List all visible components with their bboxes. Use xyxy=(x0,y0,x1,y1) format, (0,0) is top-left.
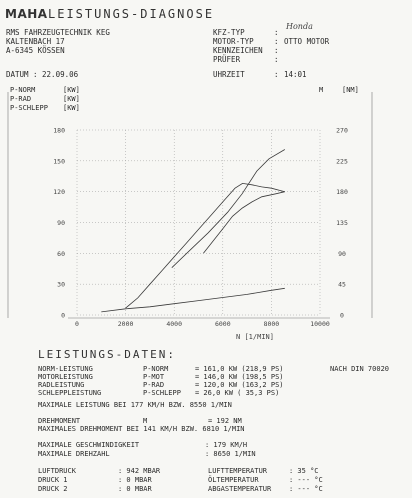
y-tick-left: 0 xyxy=(61,311,65,320)
y-tick-left: 120 xyxy=(53,188,65,197)
x-tick: 0 xyxy=(75,320,79,328)
x-tick: 10000 xyxy=(310,320,330,328)
max-drehzahl-label: MAXIMALE DREHZAHL xyxy=(38,450,110,458)
company-street: KALTENBACH 17 xyxy=(6,37,65,46)
luftdruck-label: LUFTDRUCK xyxy=(38,467,76,475)
luftdruck-value: : 942 MBAR xyxy=(118,467,161,475)
daten-row-value: = 26,0 KW ( 35,3 PS) xyxy=(195,389,280,397)
uhrzeit-label: UHRZEIT xyxy=(213,70,245,79)
y-tick-left: 30 xyxy=(57,280,65,289)
max-drehzahl-value: : 8650 1/MIN xyxy=(205,450,256,458)
daten-row-label: MOTORLEISTUNG xyxy=(38,373,93,381)
uhrzeit-value: 14:01 xyxy=(284,70,307,79)
series-line-m xyxy=(126,183,285,308)
daten-row-label: SCHLEPPLEISTUNG xyxy=(38,389,102,397)
daten-row-key: P-SCHLEPP xyxy=(143,389,181,397)
legend-m: M xyxy=(319,86,324,94)
daten-row-value: = 120,0 KW (163,2 PS) xyxy=(195,381,284,389)
legend-p-rad: P-RAD xyxy=(10,95,32,103)
x-axis-label: N [1/MIN] xyxy=(236,333,274,341)
lufttemperatur-label: LUFTTEMPERATUR xyxy=(208,467,268,475)
drehmoment-label: DREHMOMENT xyxy=(38,417,81,425)
abgastemperatur-value: : --- °C xyxy=(289,485,323,493)
kfz-type-label: KFZ-TYP xyxy=(213,28,245,37)
druck2-value: : 0 MBAR xyxy=(118,485,152,493)
max-geschwindigkeit-label: MAXIMALE GESCHWINDIGKEIT xyxy=(38,441,140,449)
x-tick: 8000 xyxy=(263,320,280,328)
legend-p-norm-unit: [KW] xyxy=(63,86,80,94)
legend-p-schlepp-unit: [KW] xyxy=(63,104,80,112)
max-geschwindigkeit-value: : 179 KM/H xyxy=(205,441,248,449)
daten-row-extra: NACH DIN 70020 xyxy=(330,365,390,373)
daten-row-value: = 161,0 KW (218,9 PS) xyxy=(195,365,284,373)
chart-series xyxy=(101,150,284,312)
daten-row-key: P-NORM xyxy=(143,365,169,373)
legend-m-unit: [NM] xyxy=(342,86,359,94)
druck1-value: : 0 MBAR xyxy=(118,476,152,484)
oeltemperatur-value: : --- °C xyxy=(289,476,323,484)
legend-p-rad-unit: [KW] xyxy=(63,95,80,103)
max-drehmoment-line: MAXIMALES DREHMOMENT BEI 141 KM/H BZW. 6810 1/MIN xyxy=(38,425,245,433)
pruefer-colon: : xyxy=(274,55,279,64)
kennzeichen-label: KENNZEICHEN xyxy=(213,46,263,55)
motor-type-value: OTTO MOTOR xyxy=(284,37,330,46)
chart-grid xyxy=(77,130,320,315)
brand-logo: MAHA xyxy=(5,7,48,21)
datum-label: DATUM xyxy=(6,70,29,79)
y-tick-left: 180 xyxy=(53,126,65,135)
abgastemperatur-label: ABGASTEMPERATUR xyxy=(208,485,272,493)
daten-row-value: = 146,0 KW (198,5 PS) xyxy=(195,373,284,381)
document-title: LEISTUNGS-DIAGNOSE xyxy=(48,7,215,21)
x-tick: 6000 xyxy=(214,320,231,328)
x-tick: 4000 xyxy=(166,320,183,328)
datum-value: : 22.09.06 xyxy=(33,70,79,79)
y-tick-right: 135 xyxy=(336,219,348,227)
legend-p-norm: P-NORM xyxy=(10,86,36,94)
y-tick-left: 90 xyxy=(57,219,65,227)
y-tick-right: 180 xyxy=(336,188,348,197)
druck1-label: DRUCK 1 xyxy=(38,476,68,484)
kennzeichen-colon: : xyxy=(274,46,279,55)
max-leistung-line: MAXIMALE LEISTUNG BEI 177 KM/H BZW. 8550 1/MIN xyxy=(38,401,232,409)
daten-row-key: P-RAD xyxy=(143,381,165,389)
y-tick-left: 60 xyxy=(57,249,65,258)
power-torque-chart xyxy=(0,80,412,342)
motor-type-label: MOTOR-TYP xyxy=(213,37,254,46)
pruefer-label: PRÜFER xyxy=(213,55,241,64)
lufttemperatur-value: : 35 °C xyxy=(289,467,319,475)
oeltemperatur-label: ÖLTEMPERATUR xyxy=(208,476,259,484)
x-tick: 2000 xyxy=(117,320,134,328)
kfz-type-colon: : xyxy=(274,28,279,37)
y-tick-right: 0 xyxy=(340,311,344,320)
y-tick-left: 150 xyxy=(53,157,65,166)
y-tick-right: 45 xyxy=(338,280,346,289)
druck2-label: DRUCK 2 xyxy=(38,485,68,493)
company-city: A-6345 KÖSSEN xyxy=(6,46,65,55)
y-tick-right: 90 xyxy=(338,249,346,258)
y-tick-right: 270 xyxy=(336,126,348,135)
drehmoment-value: = 192 NM xyxy=(208,417,242,425)
legend-p-schlepp: P-SCHLEPP xyxy=(10,104,48,112)
drehmoment-key: M xyxy=(143,417,148,425)
company-name: RMS FAHRZEUGTECHNIK KEG xyxy=(6,28,110,37)
uhrzeit-colon: : xyxy=(274,70,279,79)
y-tick-right: 225 xyxy=(336,157,348,166)
daten-row-label: RADLEISTUNG xyxy=(38,381,85,389)
series-line-p-norm xyxy=(172,150,285,268)
daten-row-key: P-MOT xyxy=(143,373,165,381)
daten-row-label: NORM-LEISTUNG xyxy=(38,365,93,373)
series-line-p-schlepp xyxy=(101,288,284,312)
motor-type-colon: : xyxy=(274,37,279,46)
kfz-type-value: Honda xyxy=(286,22,313,31)
leistungs-daten-heading: LEISTUNGS-DATEN: xyxy=(38,348,176,361)
